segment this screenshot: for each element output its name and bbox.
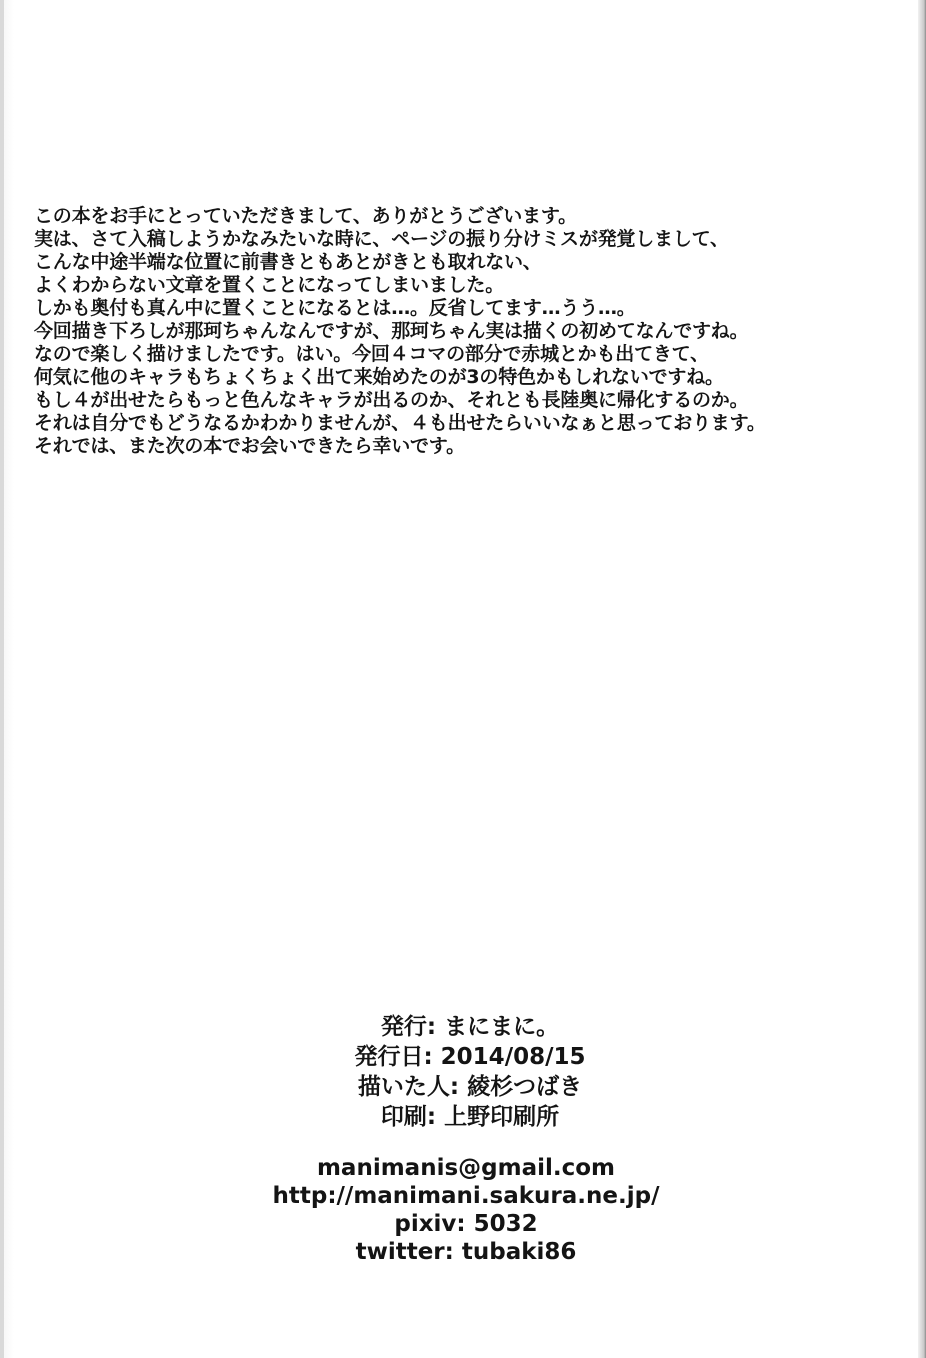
colophon-publisher: 発行: まにまに。: [380, 1014, 560, 1040]
colophon: [0, 1012, 926, 1132]
message-line: しかも奥付も真ん中に置くことになるとは…。反省してます…うう…。: [34, 297, 636, 319]
message-line: こんな中途半端な位置に前書きともあとがきとも取れない、: [34, 251, 542, 273]
contact-url: http://manimani.sakura.ne.jp/: [272, 1183, 660, 1209]
contact-pixiv: pixiv: 5032: [394, 1211, 538, 1237]
colophon-date: 発行日: 2014/08/15: [354, 1044, 586, 1070]
message-line: 実は、さて入稿しようかなみたいな時に、ページの振り分けミスが発覚しまして、: [34, 228, 729, 250]
message-line: この本をお手にとっていただきまして、ありがとうございます。: [34, 205, 577, 227]
message-line: 今回描き下ろしが那珂ちゃんなんですが、那珂ちゃん実は描くの初めてなんですね。: [34, 320, 749, 342]
message-line: 何気に他のキャラもちょくちょく出て来始めたのが3の特色かもしれないですね。: [34, 366, 724, 388]
contact-info: [0, 1154, 926, 1266]
contact-email: manimanis@gmail.com: [316, 1155, 616, 1181]
message-line: それは自分でもどうなるかわかりませんが、４も出せたらいいなぁと思っております。: [34, 412, 766, 434]
afterword-message: [34, 205, 894, 458]
message-line: よくわからない文章を置くことになってしまいました。: [34, 274, 505, 296]
colophon-author: 描いた人: 綾杉つばき: [357, 1074, 583, 1100]
colophon-printer: 印刷: 上野印刷所: [380, 1104, 560, 1130]
message-line: もし４が出せたらもっと色んなキャラが出るのか、それとも長陸奥に帰化するのか。: [34, 389, 749, 411]
contact-twitter: twitter: tubaki86: [355, 1239, 577, 1265]
message-line: それでは、また次の本でお会いできたら幸いです。: [34, 435, 465, 457]
message-line: なので楽しく描けましたです。はい。今回４コマの部分で赤城とかも出てきて、: [34, 343, 709, 365]
